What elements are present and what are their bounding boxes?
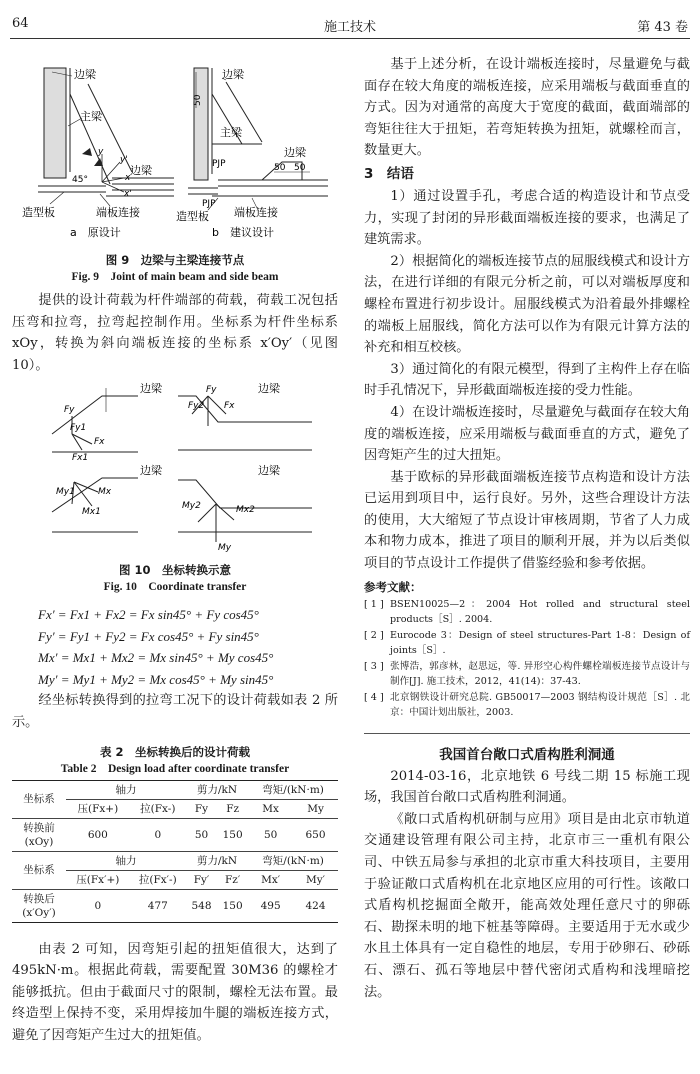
reference-item: [ 2 ] Eurocode 3：Design of steel structures-Part 1-8：Design of joints［S］.	[364, 629, 690, 657]
fig9b-dim-50: 50	[193, 94, 203, 106]
table-cell: 548	[191, 899, 212, 912]
section-heading-conclusion: 3 结语	[364, 165, 414, 182]
fig9-sub-b: b 建议设计	[212, 226, 274, 239]
paragraph-end-plate-analysis: 基于上述分析，在设计端板连接时，尽量避免与截面存在较大角度的端板连接，应采用端板与截面垂直的方式。因为对通常的高度大于宽度的截面，截面端部的弯矩往往大于扭矩，若弯矩转换为扭矩，就螺栓而言，数量更大。	[364, 57, 690, 159]
references-heading: 参考文献：	[364, 579, 422, 594]
table-cell: 50	[194, 828, 209, 841]
fig9-caption-cn: 图 9 边梁与主梁连接节点	[105, 253, 245, 267]
table-header-cell: 压(Fx′+)	[76, 873, 120, 886]
table-group-shear: 剪力/kN	[186, 780, 248, 799]
table2-caption-cn: 表 2 坐标转换后的设计荷载	[99, 744, 250, 759]
conclusion-5: 基于欧标的异形截面端板连接节点构造和设计方法已运用到项目中，运行良好。另外，这些合理设计方法的使用，大大缩短了节点设计审核周期，节省了人力成本和物力成本，推进了项目的顺利开展，并为以后类似项目的节点设计工作提供了借鉴经验和参考依据。	[364, 469, 690, 572]
equation-2: Fy′ = Fy1 + Fy2 = Fx cos45° + Fy sin45°	[38, 628, 259, 644]
fig10-label-my: My	[218, 543, 232, 554]
fig10-label-mx: Mx	[98, 487, 112, 498]
table-row	[12, 889, 338, 922]
reference-item: [ 3 ] 张博浩，郭彦林，赵思远，等. 异形空心构件螺栓端板连接节点设计与制作[J]. 施工技术，2012，41(14)：37-43.	[364, 660, 690, 688]
fig10-label-mx2: Mx2	[236, 505, 255, 516]
fig9b-dim-50a: 50	[274, 163, 286, 173]
fig10-label-fx1: Fx1	[72, 453, 89, 464]
table-cell: 477	[147, 899, 168, 912]
fig9a-end-plate-label: 端板连接	[96, 206, 140, 219]
equation-3: Mx′ = Mx1 + Mx2 = Mx sin45° + My cos45°	[38, 650, 274, 666]
fig9-caption-en: Fig. 9 Joint of main beam and side beam	[71, 271, 279, 283]
fig9a-axis-xp: x'	[124, 189, 132, 199]
table-header-cell: My′	[305, 873, 326, 886]
table-header-cell: Fy	[194, 802, 209, 815]
table-header-cell: Fy′	[193, 873, 210, 886]
news-paragraph-2: 《敞口式盾构机研制与应用》项目是由北京市轨道交通建设管理有限公司主持，北京市三一重机有限公司、中铁五局参与承担的北京市重大科技项目，主要用于验证敞口式盾构机在北京地区应用的可行性。该敞口式盾构机挖掘面全敞开，能高效处理任意尺寸的卵砾石、勘探未明的地下桩基等障碍。主要适用于无水或少水且土体具有一定自稳性的地层，专用于砂卵石、砂砾石、漂石、孤石等地层中替代密闭式盾构和浅埋暗挖法。	[364, 811, 690, 1000]
table-cell: 424	[305, 899, 326, 912]
table-cell: 495	[260, 899, 281, 912]
fig9a-side-beam-label-2: 边梁	[130, 164, 152, 177]
table-cell: 600	[87, 828, 108, 841]
table-header-cell: My	[307, 802, 324, 815]
fig10-label-fy2: Fy2	[188, 401, 205, 412]
page-number: 64	[12, 16, 29, 31]
fig9b-pjp-label: PJP	[212, 159, 226, 169]
fig10-label-my1: My1	[56, 487, 75, 498]
table-cell: 0	[154, 828, 162, 841]
fig9b-side-beam-label: 边梁	[222, 68, 244, 81]
table-header-cell: Mx′	[261, 873, 281, 886]
conclusion-4: 4）在设计端板连接时，尽量避免与截面存在较大角度的端板连接，应采用端板与截面垂直的方式，避免了因弯矩产生的过大扭矩。	[364, 404, 690, 464]
reference-item: [ 4 ] 北京钢铁设计研究总院. GB50017—2003 钢结构设计规范［S］. 北京：中国计划出版社，2003.	[364, 691, 690, 719]
figure-9	[12, 54, 338, 242]
table-coord-label: 坐标系	[23, 793, 55, 806]
table-cell: 150	[222, 828, 243, 841]
table-group-shear-2: 剪力/kN	[186, 851, 248, 870]
equation-4: My′ = My1 + My2 = Mx cos45° + My sin45°	[38, 671, 274, 687]
table-cell: 650	[305, 828, 326, 841]
table-header-cell: 拉(Fx-)	[140, 802, 176, 815]
table-header-cell: Fz′	[225, 873, 241, 886]
table-row	[12, 780, 338, 799]
table-row-label: 转换前(xOy)	[23, 821, 55, 848]
news-title: 我国首台敞口式盾构胜利洞通	[439, 746, 615, 763]
fig9a-side-beam-label: 边梁	[74, 68, 96, 81]
conclusion-3: 3）通过简化的有限元模型，得到了主构件上存在临时手孔情况下，异形截面端板连接的受力性能。	[364, 361, 690, 399]
table-cell: 50	[263, 828, 278, 841]
journal-name: 施工技术	[323, 20, 376, 35]
news-divider	[364, 733, 690, 734]
fig10-label-fy: Fy	[64, 405, 75, 416]
table-group-moment: 弯矩/(kN·m)	[248, 780, 338, 799]
news-paragraph-1: 2014-03-16，北京地铁 6 号线二期 15 标施工现场，我国首台敞口式盾构胜利洞通。	[364, 768, 690, 806]
fig10-label-fx: Fx	[94, 437, 105, 448]
fig10-caption-en: Fig. 10 Coordinate transfer	[103, 581, 247, 594]
table-group-axial-2: 轴力	[66, 851, 186, 870]
fig10-side-beam-1: 边梁	[140, 382, 162, 396]
header-rule	[10, 38, 690, 39]
table-row-label: 转换后(x′Oy′)	[22, 892, 56, 919]
paragraph-torque-conclusion: 由表 2 可知，因弯矩引起的扭矩值很大，达到了 495kN·m。根据此荷载，需要配置 30M36 的螺栓才能够抵抗。但由于截面尺寸的限制，螺栓无法布置。最终造型上保持不变，采用焊接加牛腿的端板连接方式，避免了因弯矩产生过大的扭矩值。	[12, 941, 338, 1043]
paragraph-load-intro: 提供的设计荷载为杆件端部的荷载，荷载工况包括压弯和拉弯，拉弯起控制作用。坐标系为杆件坐标系 xOy，转换为斜向端板连接的坐标系 x′Oy′（见图 10）。	[12, 293, 338, 373]
fig10-label-mx1: Mx1	[82, 507, 101, 518]
fig10-caption-cn: 图 10 坐标转换示意	[118, 563, 231, 578]
table2-caption-en: Table 2 Design load after coordinate transfer	[60, 762, 290, 775]
volume-number: 第 43 卷	[637, 20, 688, 35]
fig9a-angle-label: 45°	[72, 175, 88, 185]
table-coord-label-2: 坐标系	[23, 864, 55, 877]
table-header-cell: Fz	[226, 802, 240, 815]
reference-item: [ 1 ] BSEN10025—2：2004 Hot rolled and structural steel products［S］. 2004.	[364, 598, 690, 626]
fig10-side-beam-3: 边梁	[140, 464, 162, 478]
table-row	[12, 851, 338, 870]
fig9b-side-beam-label-2: 边梁	[284, 146, 306, 159]
fig9a-axis-x: x	[125, 173, 131, 183]
table-2	[12, 780, 338, 923]
right-column	[364, 54, 690, 1003]
left-column	[12, 54, 338, 1047]
fig9b-pjp-label-2: PJP	[202, 199, 216, 209]
fig10-label-fy-tr: Fy	[206, 385, 217, 396]
table-cell: 0	[94, 899, 102, 912]
conclusion-2: 2）根据简化的端板连接节点的屈服线模式和设计方法，在进行详细的有限元分析之前，可以对端板厚度和螺栓布置进行初步设计。屈服线模式为沿着最外排螺栓的端板上屈服线，简化方法可以作为有限元计算方法的补充和相互校核。	[364, 253, 690, 356]
fig10-side-beam-2: 边梁	[258, 382, 280, 396]
fig9a-main-beam-label: 主梁	[80, 110, 102, 123]
equation-1: Fx′ = Fx1 + Fx2 = Fx sin45° + Fy cos45°	[38, 607, 259, 623]
fig10-side-beam-4: 边梁	[258, 464, 280, 478]
table-header-cell: Mx	[262, 802, 279, 815]
paragraph-table-intro: 经坐标转换得到的拉弯工况下的设计荷载如表 2 所示。	[12, 693, 338, 730]
fig9b-main-beam-label: 主梁	[220, 126, 242, 139]
table-header-cell: 拉(Fx′-)	[138, 873, 177, 886]
fig9b-end-plate-label: 端板连接	[234, 206, 278, 219]
fig10-label-my2: My2	[182, 501, 201, 512]
fig9b-dim-50b: 50	[294, 163, 306, 173]
fig10-label-fx-tr: Fx	[224, 401, 235, 412]
fig9b-shaping-plate-label: 造型板	[176, 210, 209, 223]
fig9-sub-a: a 原设计	[70, 226, 121, 239]
fig9a-axis-yp: y'	[120, 155, 128, 165]
fig9a-axis-y: y	[98, 147, 104, 157]
table-cell: 150	[222, 899, 243, 912]
conclusion-1: 1）通过设置手孔，考虑合适的构造设计和节点受力，实现了封闭的异形截面端板连接的要求，也满足了建筑需求。	[364, 188, 690, 248]
figure-10	[12, 382, 338, 554]
table-header-cell: 压(Fx+)	[77, 802, 119, 815]
table-group-moment-2: 弯矩/(kN·m)	[248, 851, 338, 870]
table-group-axial: 轴力	[66, 780, 186, 799]
fig9a-shaping-plate-label: 造型板	[22, 206, 55, 219]
table-row	[12, 818, 338, 851]
page-header	[0, 0, 700, 38]
fig10-label-fy1: Fy1	[70, 423, 87, 434]
